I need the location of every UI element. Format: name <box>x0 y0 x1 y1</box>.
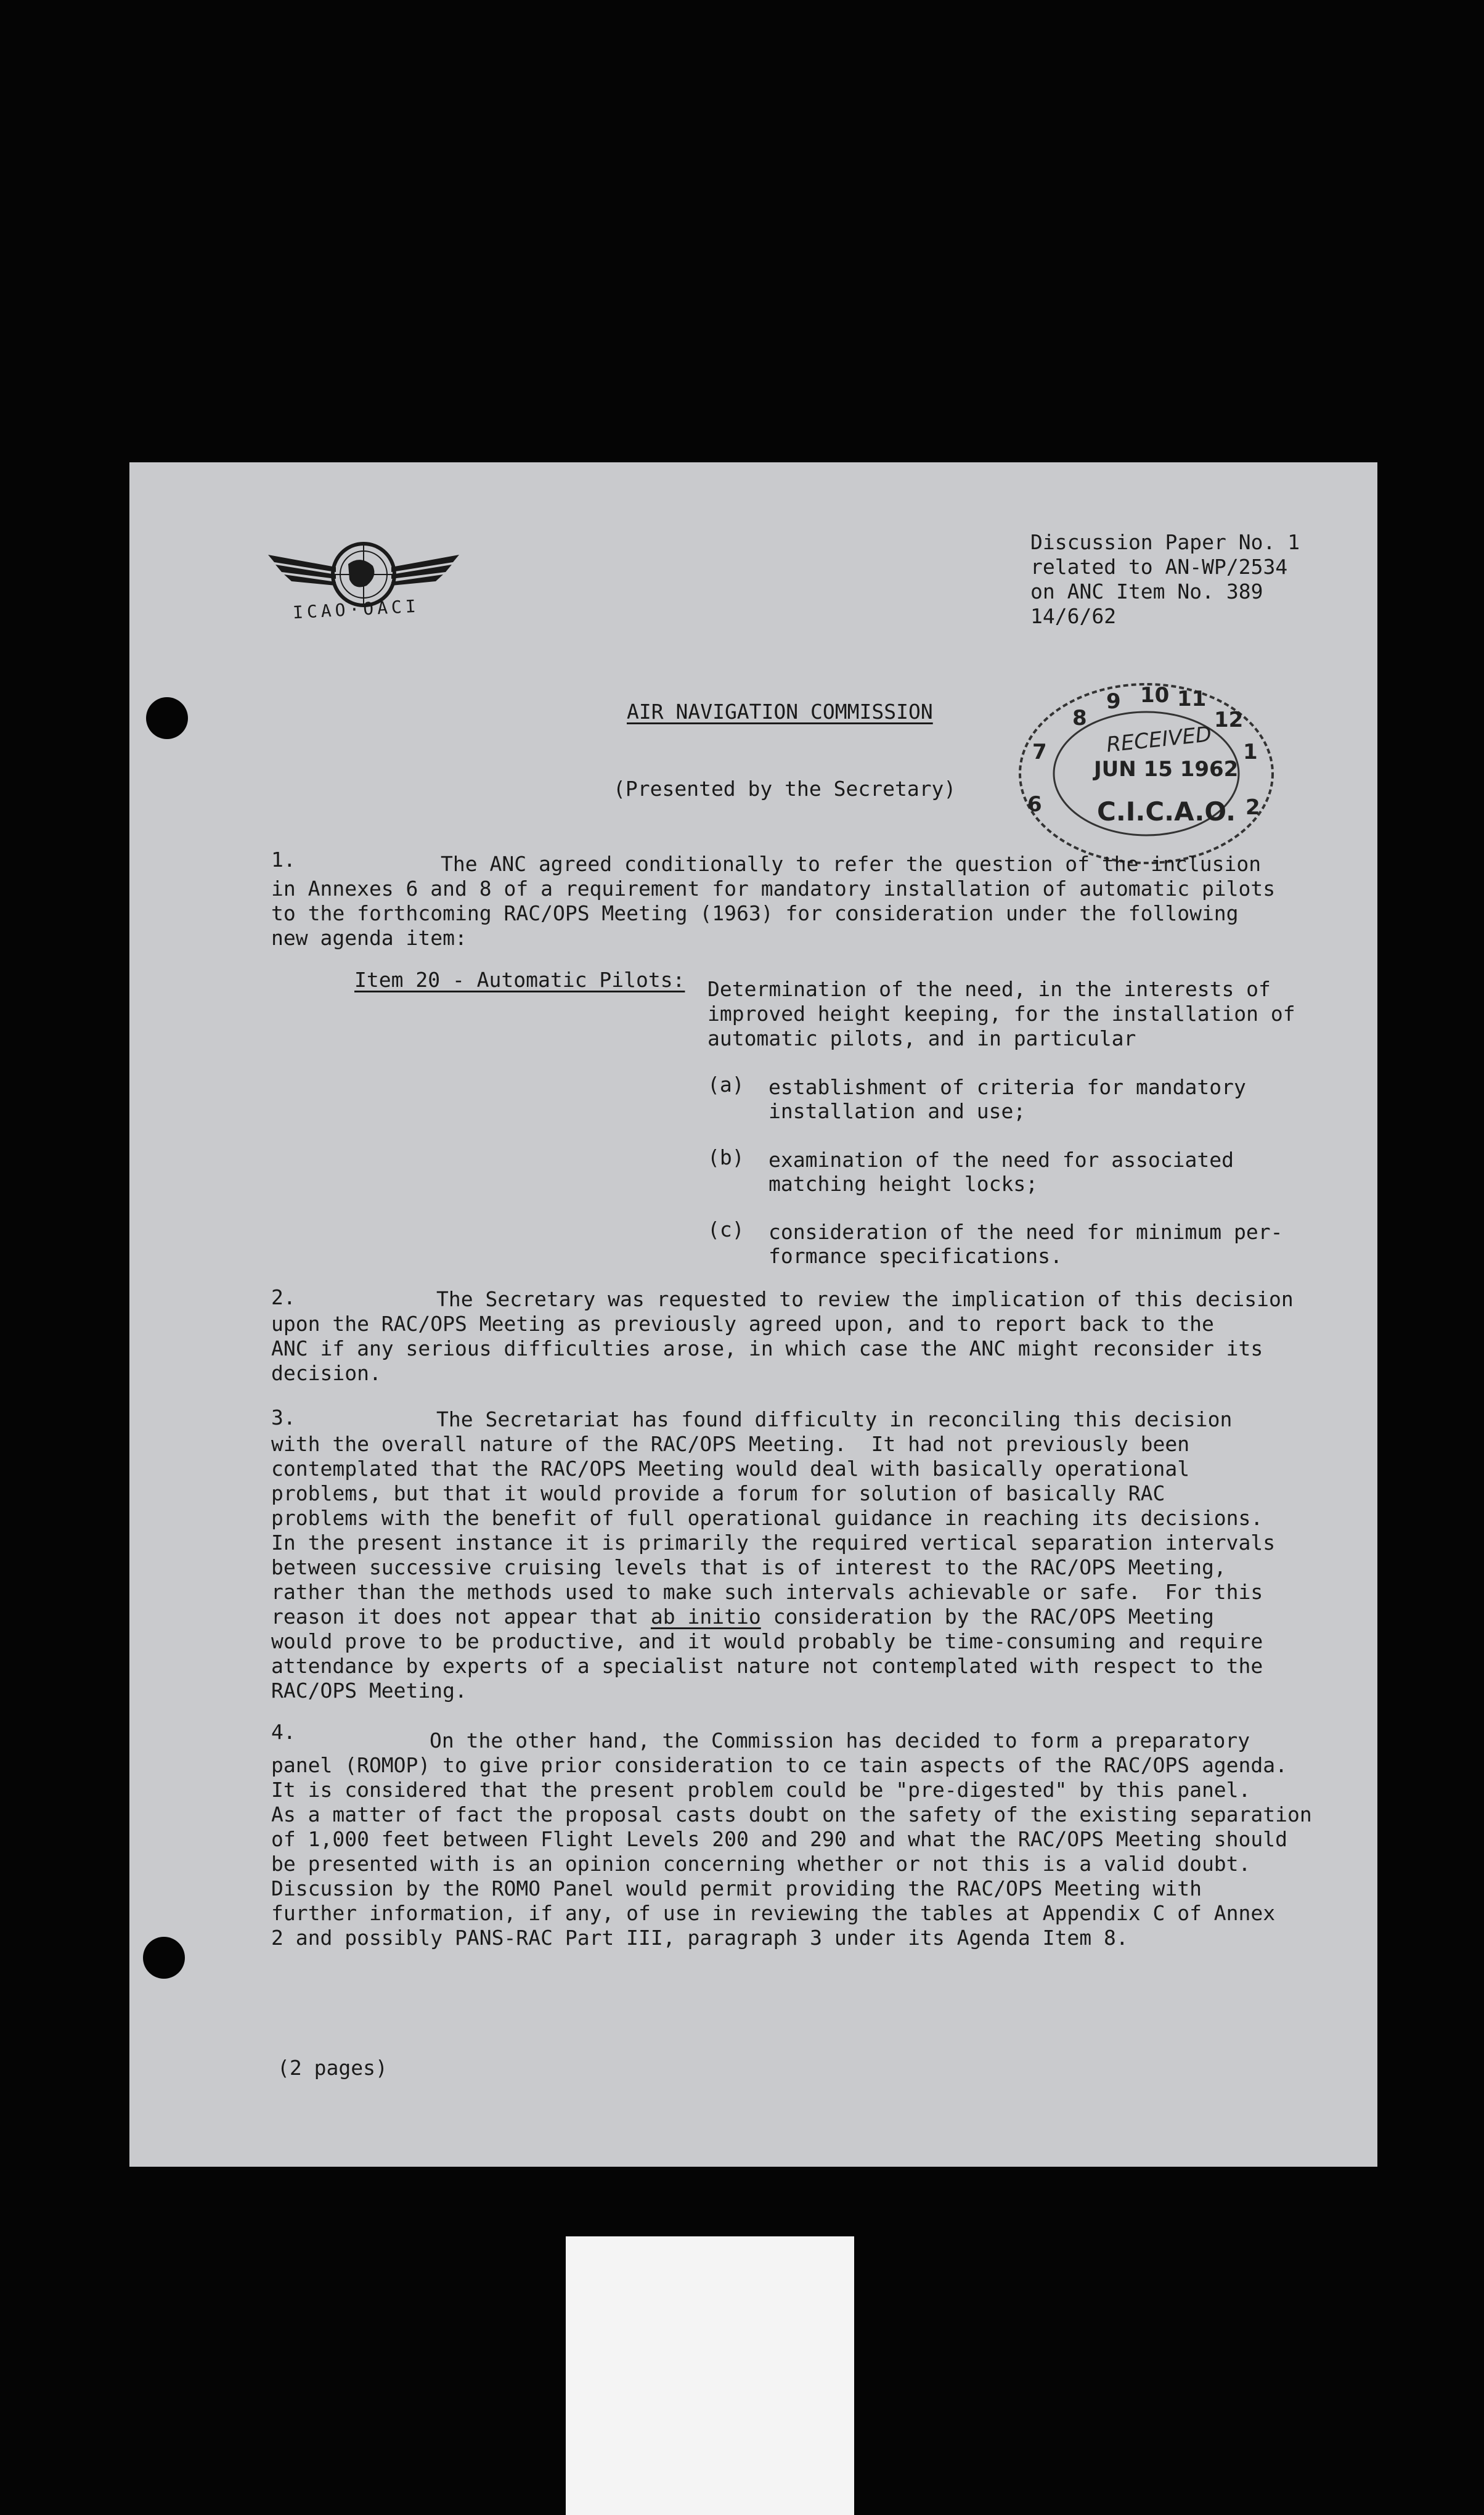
paragraph-line: further information, if any, of use in reviewing the tables at Appendix C of Annex <box>271 1901 1276 1925</box>
header-line: related to AN-WP/2534 <box>1030 555 1288 579</box>
agenda-subitem-line: examination of the need for associated <box>768 1148 1234 1172</box>
header-line: Discussion Paper No. 1 <box>1030 530 1300 554</box>
paragraph-line: RAC/OPS Meeting. <box>271 1679 467 1703</box>
stamp-ring-number: 11 <box>1177 687 1207 711</box>
paragraph-number: 1. <box>271 848 296 872</box>
header-line: 14/6/62 <box>1030 604 1117 628</box>
paragraph-line: new agenda item: <box>271 926 467 950</box>
stamp-ring-number: 6 <box>1027 792 1042 817</box>
paragraph-line: of 1,000 feet between Flight Levels 200 and 290 and what the RAC/OPS Meeting should <box>271 1827 1288 1851</box>
paragraph-line: rather than the methods used to make such intervals achievable or safe. For this <box>271 1580 1263 1604</box>
paragraph-line: The Secretary was requested to review the implication of this decision <box>436 1287 1294 1311</box>
blank-card <box>566 2236 854 2515</box>
paragraph-line: to the forthcoming RAC/OPS Meeting (1963) for consideration under the following <box>271 901 1239 925</box>
agenda-subitem-mark: (c) <box>707 1217 744 1241</box>
agenda-subitem-line: matching height locks; <box>768 1172 1038 1196</box>
agenda-subitem-line: establishment of criteria for mandatory <box>768 1075 1246 1099</box>
paragraph-line: It is considered that the present problem could be "pre-digested" by this panel. <box>271 1778 1251 1802</box>
line-text: reason it does not appear that <box>271 1605 651 1629</box>
header-line: on ANC Item No. 389 <box>1030 579 1263 603</box>
received-stamp <box>1014 678 1279 869</box>
paragraph-line: with the overall nature of the RAC/OPS Meeting. It had not previously been <box>271 1432 1190 1456</box>
stamp-ring-number: 12 <box>1214 708 1244 732</box>
punch-hole-bottom <box>143 1937 185 1979</box>
stamp-org: C.I.C.A.O. <box>1097 796 1236 827</box>
paragraph-line: contemplated that the RAC/OPS Meeting would deal with basically operational <box>271 1457 1190 1481</box>
paragraph-line: decision. <box>271 1361 381 1385</box>
paragraph-number: 3. <box>271 1405 296 1429</box>
agenda-subitem-line: consideration of the need for minimum per- <box>768 1220 1283 1244</box>
page-count: (2 pages) <box>277 2056 388 2080</box>
paragraph-line: In the present instance it is primarily the required vertical separation intervals <box>271 1531 1276 1555</box>
agenda-desc-line: Determination of the need, in the interests of <box>707 977 1271 1001</box>
stamp-ring-number: 7 <box>1032 740 1047 764</box>
paragraph-line: between successive cruising levels that is of interest to the RAC/OPS Meeting, <box>271 1555 1226 1579</box>
stamp-received: RECEIVED <box>1105 722 1213 758</box>
paragraph-number: 4. <box>271 1720 296 1744</box>
paragraph-line: The Secretariat has found difficulty in reconciling this decision <box>436 1407 1233 1431</box>
paragraph-line: be presented with is an opinion concerning whether or not this is a valid doubt. <box>271 1852 1251 1876</box>
stamp-ring-number: 9 <box>1106 689 1121 714</box>
paragraph-line: would prove to be productive, and it would probably be time-consuming and require <box>271 1629 1263 1653</box>
punch-hole-top <box>146 697 188 739</box>
document-page <box>129 462 1377 2167</box>
paragraph-line: problems with the benefit of full operational guidance in reaching its decisions. <box>271 1506 1263 1530</box>
latin-phrase: ab initio <box>650 1605 761 1629</box>
stamp-ring-number: 1 <box>1243 740 1258 764</box>
paragraph-line: The ANC agreed conditionally to refer the question of the inclusion <box>441 852 1262 876</box>
stamp-ring-number: 10 <box>1140 683 1170 708</box>
paragraph-line: problems, but that it would provide a forum for solution of basically RAC <box>271 1481 1165 1505</box>
stamp-date: JUN 15 1962 <box>1094 757 1239 782</box>
paragraph-line: On the other hand, the Commission has decided to form a preparatory <box>430 1728 1250 1752</box>
logo-text: ICAO·OACI <box>292 595 420 623</box>
agenda-subitem-mark: (b) <box>707 1145 744 1169</box>
paragraph-line <box>271 1605 1214 1630</box>
paragraph-line: 2 and possibly PANS-RAC Part III, paragraph 3 under its Agenda Item 8. <box>271 1926 1128 1950</box>
paragraph-line: in Annexes 6 and 8 of a requirement for mandatory installation of automatic pilots <box>271 877 1276 901</box>
stamp-ring-number: 2 <box>1246 795 1260 820</box>
agenda-desc-line: improved height keeping, for the installation of <box>707 1002 1295 1026</box>
paragraph-line: As a matter of fact the proposal casts doubt on the safety of the existing separation <box>271 1802 1312 1826</box>
paragraph-line: attendance by experts of a specialist nature not contemplated with respect to the <box>271 1654 1263 1678</box>
paragraph-line: panel (ROMOP) to give prior consideration to ce tain aspects of the RAC/OPS agenda. <box>271 1753 1288 1777</box>
paragraph-line: upon the RAC/OPS Meeting as previously agreed upon, and to report back to the <box>271 1312 1214 1336</box>
paragraph-line: ANC if any serious difficulties arose, in which case the ANC might reconsider its <box>271 1336 1263 1360</box>
agenda-item-label: Item 20 - Automatic Pilots: <box>354 968 685 992</box>
agenda-subitem-mark: (a) <box>707 1073 744 1097</box>
line-text: consideration by the RAC/OPS Meeting <box>760 1605 1214 1629</box>
agenda-subitem-line: installation and use; <box>768 1099 1026 1123</box>
stamp-ring-number: 8 <box>1072 706 1087 730</box>
document-subtitle: (Presented by the Secretary) <box>613 777 956 801</box>
paragraph-number: 2. <box>271 1285 296 1309</box>
paragraph-line: Discussion by the ROMO Panel would permit providing the RAC/OPS Meeting with <box>271 1876 1202 1900</box>
agenda-subitem-line: formance specifications. <box>768 1244 1062 1268</box>
document-title: AIR NAVIGATION COMMISSION <box>627 700 933 724</box>
agenda-desc-line: automatic pilots, and in particular <box>707 1026 1136 1050</box>
